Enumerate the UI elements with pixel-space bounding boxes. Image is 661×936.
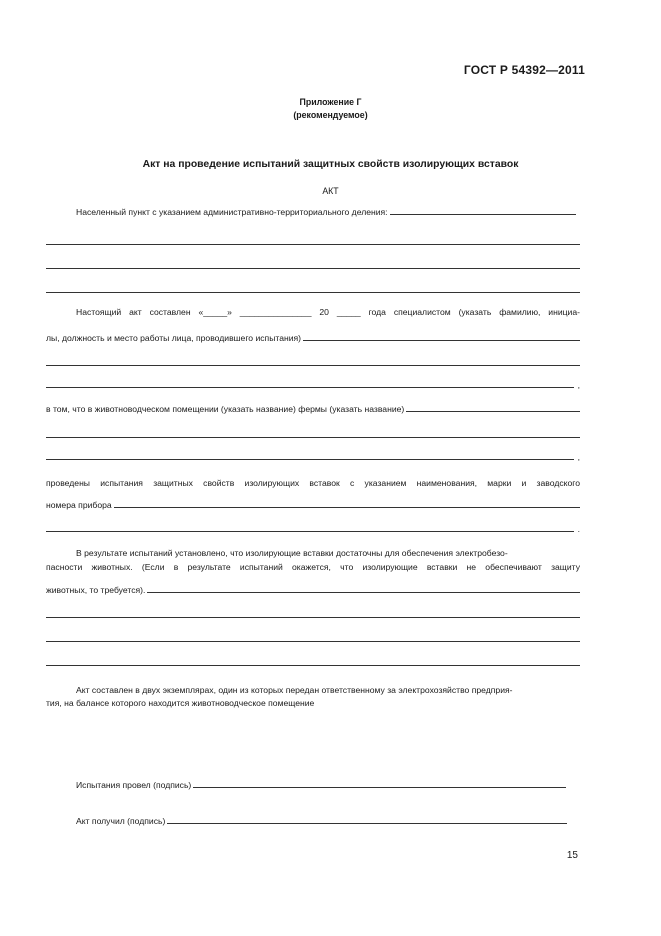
device-blank-2[interactable] — [46, 531, 574, 532]
specialist-blank-2[interactable] — [46, 387, 574, 388]
device-blank-line-2[interactable] — [46, 524, 580, 534]
locality-label: Населенный пункт с указанием административно-территориального деления: — [76, 207, 388, 217]
page-number: 15 — [566, 850, 578, 861]
tested-by-label: Испытания провел (подпись) — [76, 780, 192, 790]
tests-line-1 — [46, 478, 580, 488]
result-text-1: В результате испытаний установлено, что изолирующие вставки достаточны для обеспечения электробезо- — [76, 548, 508, 558]
comma: , — [577, 452, 580, 462]
copies-line-1 — [46, 685, 580, 695]
act-compiled-text-1: Настоящий акт составлен «_____» _______________ 20 _____ года специалистом (указать фамилию, инициа- — [76, 307, 580, 317]
premises-field[interactable] — [46, 404, 580, 414]
premises-blank[interactable] — [406, 411, 580, 412]
copies-text-1: Акт составлен в двух экземплярах, один из которых передан ответственному за электрохозяйство предприя- — [76, 685, 513, 695]
period: . — [577, 524, 580, 534]
device-label: номера прибора — [46, 500, 112, 510]
tested-by-signature-blank[interactable] — [193, 787, 566, 788]
received-by-field[interactable] — [76, 816, 567, 826]
received-by-signature-blank[interactable] — [167, 823, 567, 824]
locality-blank[interactable] — [390, 214, 576, 215]
locality-blank-line-3[interactable] — [46, 292, 580, 293]
tests-text-1: проведены испытания защитных свойств изолирующих вставок с указанием наименования, марки и заводского — [46, 478, 580, 488]
specialist-field[interactable] — [46, 333, 580, 343]
requirements-field[interactable] — [46, 585, 580, 595]
standard-header: ГОСТ Р 54392—2011 — [463, 63, 585, 77]
device-blank[interactable] — [114, 507, 580, 508]
locality-blank-line-1[interactable] — [46, 244, 580, 245]
premises-blank-line-1[interactable] — [46, 437, 580, 438]
result-line-1 — [46, 548, 580, 558]
locality-blank-line-2[interactable] — [46, 268, 580, 269]
requirements-blank-line-1[interactable] — [46, 617, 580, 618]
requirements-blank[interactable] — [147, 592, 580, 593]
specialist-blank-line-2[interactable] — [46, 380, 580, 390]
requirements-blank-line-3[interactable] — [46, 665, 580, 666]
result-text-2: пасности животных. (Если в результате испытаний окажется, что изолирующие вставки не обеспечивают защиту — [46, 562, 580, 572]
copies-line-2 — [46, 698, 580, 708]
requirements-label: животных, то требуется). — [46, 585, 146, 595]
comma: , — [577, 380, 580, 390]
tested-by-field[interactable] — [76, 780, 566, 790]
specialist-blank[interactable] — [303, 340, 580, 341]
result-line-2 — [46, 562, 580, 572]
specialist-label: лы, должность и место работы лица, проводившего испытания) — [46, 333, 302, 343]
act-compiled-line-1 — [46, 307, 580, 317]
device-field[interactable] — [46, 500, 580, 510]
premises-blank-line-2[interactable] — [46, 452, 580, 462]
received-by-label: Акт получил (подпись) — [76, 816, 166, 826]
premises-blank-2[interactable] — [46, 459, 574, 460]
requirements-blank-line-2[interactable] — [46, 641, 580, 642]
specialist-blank-line-1[interactable] — [46, 365, 580, 366]
appendix-label: Приложение Г — [299, 97, 362, 107]
document-title: Акт на проведение испытаний защитных свойств изолирующих вставок — [142, 159, 519, 170]
appendix-status: (рекомендуемое) — [293, 110, 368, 120]
copies-text-2: тия, на балансе которого находится животноводческое помещение — [46, 698, 315, 708]
premises-label: в том, что в животноводческом помещении (указать название) фермы (указать название) — [46, 404, 405, 414]
locality-field[interactable] — [76, 207, 576, 217]
act-label: АКТ — [322, 186, 339, 196]
